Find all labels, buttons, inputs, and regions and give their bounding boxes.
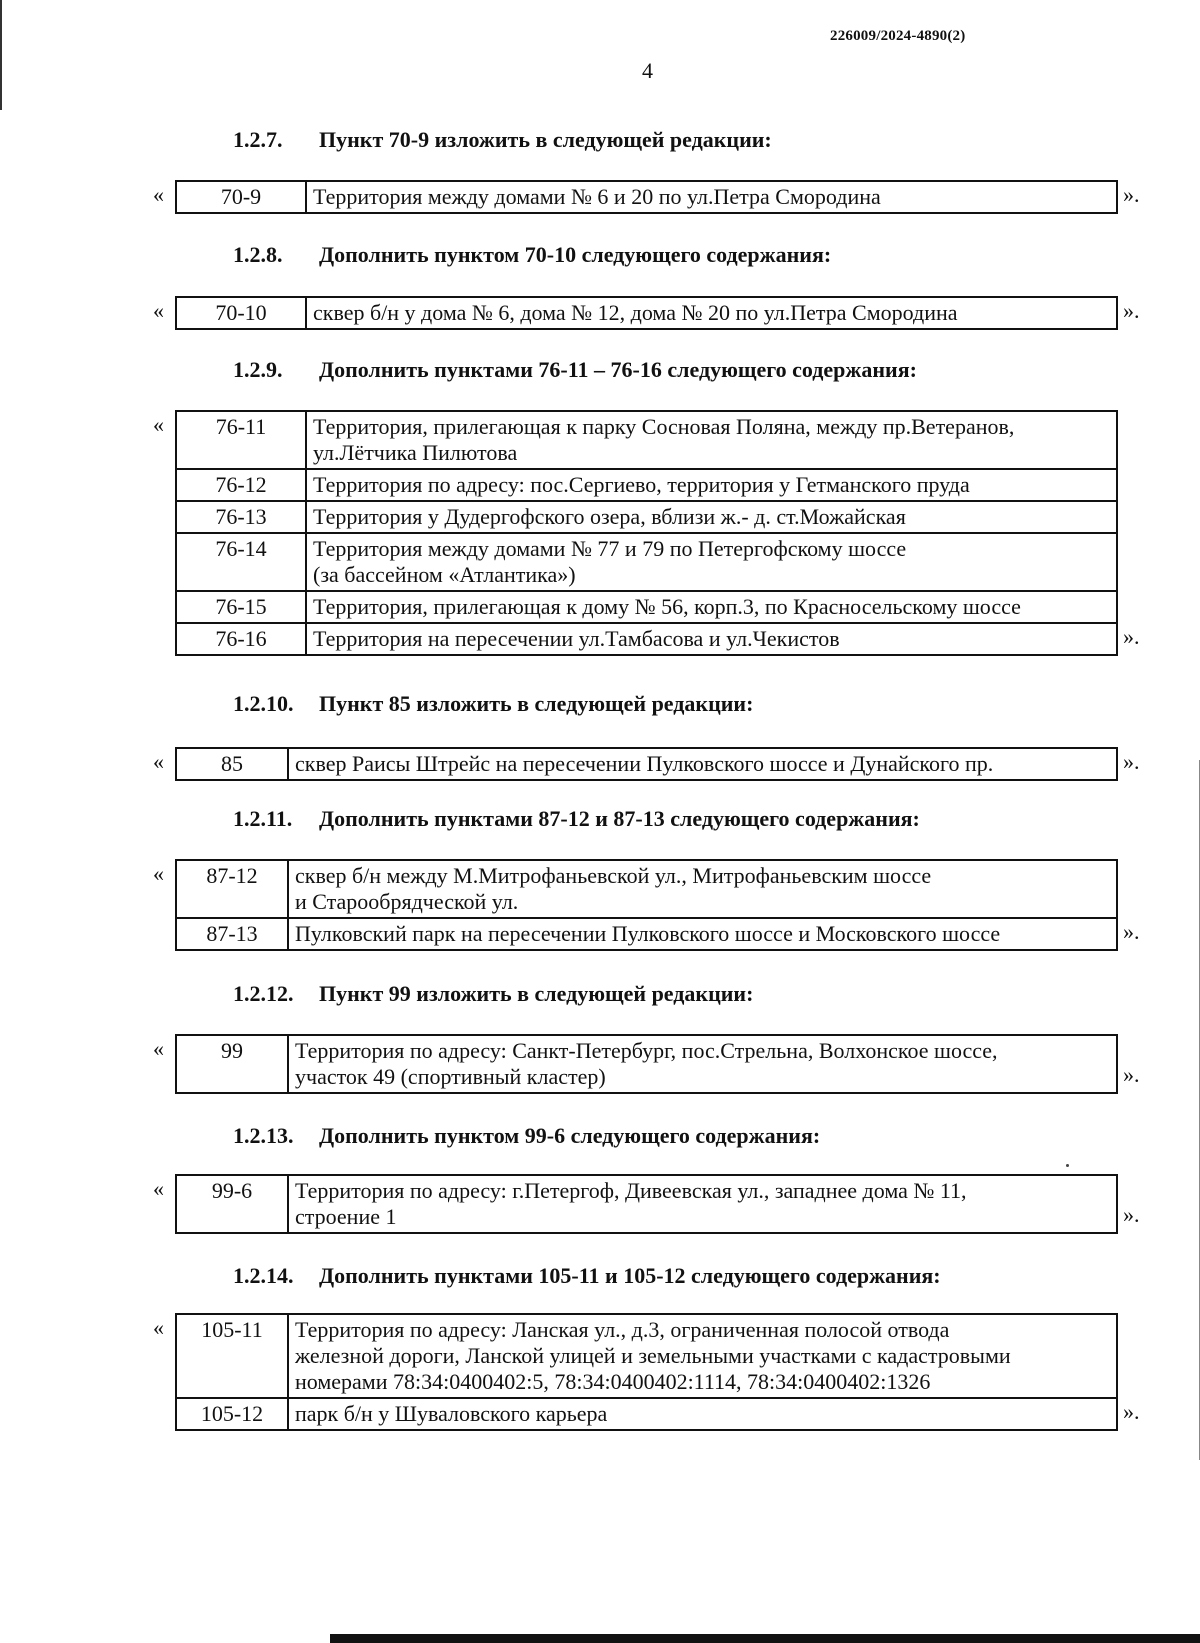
section-title: Пункт 85 изложить в следующей редакции:: [319, 691, 754, 716]
closing-quote: ».: [1123, 1062, 1140, 1087]
item-description: сквер б/н у дома № 6, дома № 12, дома № 20 по ул.Петра Смородина: [306, 297, 1117, 329]
closing-quote: ».: [1123, 919, 1140, 944]
section-title: Пункт 70-9 изложить в следующей редакции:: [319, 127, 772, 152]
item-code: 87-13: [176, 918, 288, 950]
document-number: 226009/2024-4890(2): [830, 28, 966, 44]
item-code: 70-10: [176, 297, 306, 329]
section-number: 1.2.11.: [233, 806, 293, 831]
item-code: 87-12: [176, 860, 288, 918]
item-description: Территория между домами № 77 и 79 по Петергофскому шоссе (за бассейном «Атлантика»): [306, 533, 1117, 591]
territory-table: [175, 1034, 1118, 1094]
item-description: Пулковский парк на пересечении Пулковского шоссе и Московского шоссе: [288, 918, 1117, 950]
section-heading: [233, 981, 753, 1007]
table-row: [176, 591, 1117, 623]
item-code: 99: [176, 1035, 288, 1093]
opening-quote: «: [153, 298, 164, 323]
opening-quote: «: [153, 182, 164, 207]
closing-quote: ».: [1123, 1399, 1140, 1424]
table-row: [176, 411, 1117, 469]
section-heading: [233, 806, 920, 832]
table-row: [176, 1175, 1117, 1233]
table-row: [176, 748, 1117, 780]
section-title: Дополнить пунктами 87-12 и 87-13 следующего содержания:: [319, 806, 920, 831]
opening-quote: «: [153, 1036, 164, 1061]
closing-quote: ».: [1123, 749, 1140, 774]
opening-quote: «: [153, 1176, 164, 1201]
table-row: [176, 860, 1117, 918]
table-row: [176, 1398, 1117, 1430]
territory-table: [175, 296, 1118, 330]
territory-table: [175, 180, 1118, 214]
item-code: 76-12: [176, 469, 306, 501]
section-heading: [233, 127, 772, 153]
item-description: Территория у Дудергофского озера, вблизи ж.- д. ст.Можайская: [306, 501, 1117, 533]
item-code: 76-16: [176, 623, 306, 655]
section-title: Пункт 99 изложить в следующей редакции:: [319, 981, 754, 1006]
opening-quote: «: [153, 412, 164, 437]
section-title: Дополнить пунктом 70-10 следующего содержания:: [319, 242, 832, 267]
section-number: 1.2.7.: [233, 127, 283, 152]
item-description: Территория по адресу: г.Петергоф, Дивеевская ул., западнее дома № 11, строение 1: [288, 1175, 1117, 1233]
item-code: 70-9: [176, 181, 306, 213]
item-description: сквер Раисы Штрейс на пересечении Пулковского шоссе и Дунайского пр.: [288, 748, 1117, 780]
territory-table: [175, 859, 1118, 951]
closing-quote: ».: [1123, 182, 1140, 207]
scan-speck: [1066, 1164, 1069, 1167]
section-number: 1.2.12.: [233, 981, 294, 1006]
table-row: [176, 1035, 1117, 1093]
item-description: Территория, прилегающая к парку Сосновая Поляна, между пр.Ветеранов, ул.Лётчика Пилютова: [306, 411, 1117, 469]
section-title: Дополнить пунктами 105-11 и 105-12 следующего содержания:: [319, 1263, 941, 1288]
item-description: парк б/н у Шуваловского карьера: [288, 1398, 1117, 1430]
item-code: 105-11: [176, 1314, 288, 1398]
page-number: 4: [642, 58, 653, 83]
section-heading: [233, 1263, 941, 1289]
section-heading: [233, 357, 917, 383]
item-code: 85: [176, 748, 288, 780]
item-code: 99-6: [176, 1175, 288, 1233]
item-code: 76-13: [176, 501, 306, 533]
item-code: 105-12: [176, 1398, 288, 1430]
table-row: [176, 533, 1117, 591]
item-description: Территория на пересечении ул.Тамбасова и ул.Чекистов: [306, 623, 1117, 655]
section-number: 1.2.13.: [233, 1123, 294, 1148]
section-title: Дополнить пунктом 99-6 следующего содержания:: [319, 1123, 821, 1148]
territory-table: [175, 747, 1118, 781]
section-number: 1.2.14.: [233, 1263, 294, 1288]
item-description: Территория по адресу: Санкт-Петербург, пос.Стрельна, Волхонское шоссе, участок 49 (спортивный кластер): [288, 1035, 1117, 1093]
table-row: [176, 918, 1117, 950]
item-code: 76-15: [176, 591, 306, 623]
opening-quote: «: [153, 1315, 164, 1340]
item-description: Территория по адресу: пос.Сергиево, территория у Гетманского пруда: [306, 469, 1117, 501]
scan-edge-line: [0, 0, 2, 110]
section-number: 1.2.10.: [233, 691, 294, 716]
section-heading: [233, 691, 753, 717]
opening-quote: «: [153, 749, 164, 774]
item-description: Территория, прилегающая к дому № 56, корп.3, по Красносельскому шоссе: [306, 591, 1117, 623]
section-title: Дополнить пунктами 76-11 – 76-16 следующего содержания:: [319, 357, 917, 382]
table-row: [176, 297, 1117, 329]
table-row: [176, 1314, 1117, 1398]
table-row: [176, 623, 1117, 655]
section-number: 1.2.9.: [233, 357, 283, 382]
scan-bottom-bar: [330, 1634, 1200, 1643]
closing-quote: ».: [1123, 624, 1140, 649]
table-row: [176, 469, 1117, 501]
table-row: [176, 181, 1117, 213]
item-description: Территория между домами № 6 и 20 по ул.Петра Смородина: [306, 181, 1117, 213]
section-heading: [233, 242, 831, 268]
closing-quote: ».: [1123, 298, 1140, 323]
opening-quote: «: [153, 861, 164, 886]
territory-table: [175, 410, 1118, 656]
item-description: Территория по адресу: Ланская ул., д.3, ограниченная полосой отвода железной дороги, Ланской улицей и земельными участками с кадастровыми номерами 78:34:0400402:5, 78:34:0400402:1114, 78:34:0400402:1326: [288, 1314, 1117, 1398]
closing-quote: ».: [1123, 1202, 1140, 1227]
territory-table: [175, 1174, 1118, 1234]
table-row: [176, 501, 1117, 533]
item-code: 76-14: [176, 533, 306, 591]
section-number: 1.2.8.: [233, 242, 283, 267]
item-description: сквер б/н между М.Митрофаньевской ул., Митрофаньевским шоссе и Старообрядческой ул.: [288, 860, 1117, 918]
territory-table: [175, 1313, 1118, 1431]
item-code: 76-11: [176, 411, 306, 469]
section-heading: [233, 1123, 820, 1149]
